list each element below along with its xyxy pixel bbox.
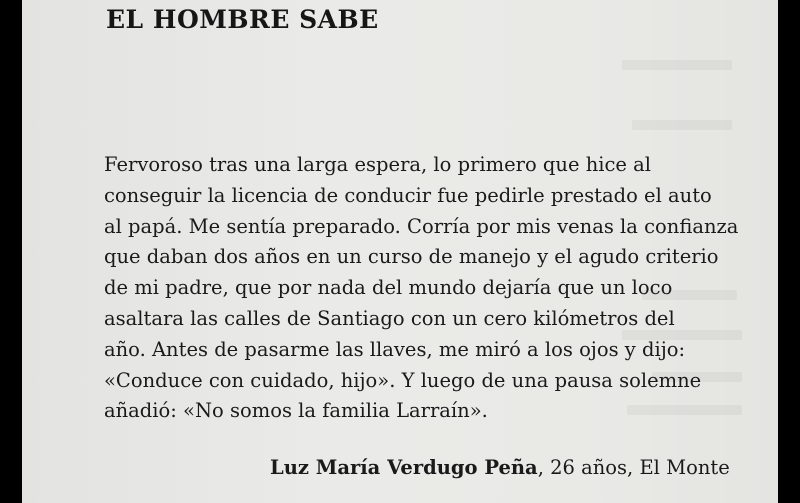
body-line: «Conduce con cuidado, hijo». Y luego de una pausa solemne — [104, 368, 702, 392]
article-body — [104, 150, 764, 427]
body-line: que daban dos años en un curso de manejo y el agudo criterio — [104, 245, 719, 269]
body-line: Fervoroso tras una larga espera, lo primero que hice al — [104, 153, 652, 176]
show-through-line — [622, 60, 732, 70]
body-line: de mi padre, que por nada del mundo dejaría que un loco — [104, 276, 673, 300]
body-line: año. Antes de pasarme las llaves, me miró a los ojos y dijo: — [104, 337, 686, 361]
body-line: añadió: «No somos la familia Larraín». — [104, 399, 488, 423]
body-line: asaltara las calles de Santiago con un cero kilómetros del — [104, 306, 675, 330]
show-through-line — [632, 120, 732, 130]
book-page — [22, 0, 778, 503]
author-signature — [270, 456, 730, 479]
author-name: Luz María Verdugo Peña — [270, 456, 538, 479]
author-details: , 26 años, El Monte — [537, 456, 730, 479]
article-title: EL HOMBRE SABE — [106, 5, 379, 34]
body-line: al papá. Me sentía preparado. Corría por mis venas la confianza — [104, 214, 739, 238]
body-line: conseguir la licencia de conducir fue pedirle prestado el auto — [104, 183, 712, 207]
